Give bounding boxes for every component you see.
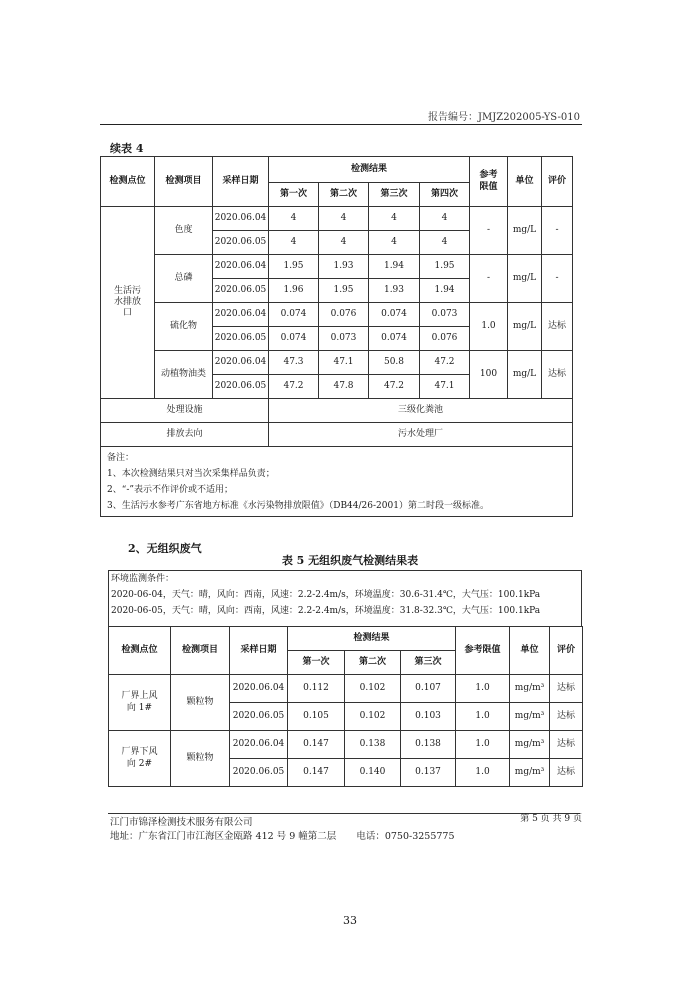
t4-header-point: 检测点位 — [101, 157, 155, 207]
t4-header-results: 检测结果 — [269, 157, 470, 183]
t4-discharge-label: 排放去向 — [101, 423, 269, 447]
page-number: 33 — [343, 914, 357, 927]
t4-date: 2020.06.05 — [213, 327, 269, 351]
t4-value: 4 — [269, 207, 319, 231]
t4-value: 1.96 — [269, 279, 319, 303]
footer-address: 地址：广东省江门市江海区金瓯路 412 号 9 幢第二层 — [110, 831, 337, 842]
t4-value: 47.3 — [269, 351, 319, 375]
t5-header-r3: 第三次 — [401, 651, 456, 675]
t5-item: 颗粒物 — [171, 731, 230, 787]
t4-value: 47.8 — [319, 375, 369, 399]
t5-value: 0.103 — [401, 703, 456, 731]
t4-value: 50.8 — [369, 351, 420, 375]
t4-value: 1.94 — [420, 279, 470, 303]
header-rule — [100, 124, 582, 125]
t4-eval: 达标 — [542, 351, 573, 399]
t4-discharge-value: 污水处理厂 — [269, 423, 573, 447]
t4-header-eval: 评价 — [542, 157, 573, 207]
t4-eval: - — [542, 207, 573, 255]
note-line: 3、生活污水参考广东省地方标准《水污染物排放限值》（DB44/26-2001）第二时段一级标准。 — [107, 500, 489, 511]
t5-value: 0.147 — [288, 731, 345, 759]
table5-title: 表 5 无组织废气检测结果表 — [281, 554, 419, 567]
footer-address-line — [110, 828, 455, 842]
t4-header-item: 检测项目 — [155, 157, 213, 207]
note-line: 1、本次检测结果只对当次采集样品负责； — [107, 468, 275, 479]
t4-header-ref: 参考限值 — [470, 157, 508, 207]
t4-eval: - — [542, 255, 573, 303]
t5-header-r2: 第二次 — [345, 651, 401, 675]
t4-value: 47.2 — [369, 375, 420, 399]
t5-header-unit: 单位 — [510, 627, 550, 675]
t5-eval: 达标 — [550, 759, 583, 787]
t4-date: 2020.06.04 — [213, 207, 269, 231]
t5-ref: 1.0 — [456, 703, 510, 731]
t5-header-item: 检测项目 — [171, 627, 230, 675]
t4-value: 1.95 — [269, 255, 319, 279]
table4-caption: 续表 4 — [110, 142, 144, 155]
footer-phone: 电话：0750-3255775 — [356, 831, 455, 842]
t4-value: 4 — [420, 231, 470, 255]
t4-value: 47.1 — [319, 351, 369, 375]
t5-header-ref: 参考限值 — [456, 627, 510, 675]
t5-value: 0.102 — [345, 675, 401, 703]
t4-value: 4 — [369, 207, 420, 231]
page-info: 第 5 页 共 9 页 — [520, 814, 582, 824]
t4-item: 色度 — [155, 207, 213, 255]
t5-header-r1: 第一次 — [288, 651, 345, 675]
t4-facility-label: 处理设施 — [101, 399, 269, 423]
t4-unit: mg/L — [508, 207, 542, 255]
t4-item: 动植物油类 — [155, 351, 213, 399]
t5-value: 0.102 — [345, 703, 401, 731]
t5-ref: 1.0 — [456, 731, 510, 759]
t4-unit: mg/L — [508, 255, 542, 303]
t5-unit: mg/m³ — [510, 731, 550, 759]
t5-value: 0.138 — [345, 731, 401, 759]
t5-ref: 1.0 — [456, 759, 510, 787]
t4-value: 4 — [369, 231, 420, 255]
t4-ref: 100 — [470, 351, 508, 399]
section2-title: 2、无组织废气 — [128, 542, 202, 555]
t4-header-unit: 单位 — [508, 157, 542, 207]
t5-value: 0.147 — [288, 759, 345, 787]
table5 — [108, 626, 583, 787]
env-line: 2020-06-04，天气：晴，风向：西南，风速：2.2-2.4m/s，环境温度：30.6-31.4℃，大气压：100.1kPa — [111, 590, 541, 600]
t4-ref: 1.0 — [470, 303, 508, 351]
footer-company: 江门市锦泽检测技术服务有限公司 — [110, 817, 253, 828]
t4-point: 生活污水排放口 — [101, 207, 155, 399]
t4-notes — [101, 447, 573, 517]
t4-header-r2: 第二次 — [319, 183, 369, 207]
table4 — [100, 156, 573, 517]
t4-value: 47.2 — [269, 375, 319, 399]
t5-eval: 达标 — [550, 703, 583, 731]
note-line: 备注： — [107, 452, 135, 463]
t4-ref: - — [470, 255, 508, 303]
t5-value: 0.137 — [401, 759, 456, 787]
t4-item: 总磷 — [155, 255, 213, 303]
t4-value: 1.95 — [319, 279, 369, 303]
t4-date: 2020.06.04 — [213, 303, 269, 327]
t4-item: 硫化物 — [155, 303, 213, 351]
t5-date: 2020.06.05 — [230, 759, 288, 787]
t4-value: 1.95 — [420, 255, 470, 279]
t5-header-date: 采样日期 — [230, 627, 288, 675]
t4-value: 1.93 — [319, 255, 369, 279]
t5-unit: mg/m³ — [510, 675, 550, 703]
t4-header-r4: 第四次 — [420, 183, 470, 207]
t4-value: 0.073 — [319, 327, 369, 351]
t5-header-results: 检测结果 — [288, 627, 456, 651]
t4-unit: mg/L — [508, 303, 542, 351]
t5-eval: 达标 — [550, 675, 583, 703]
note-line: 2、“-”表示不作评价或不适用； — [107, 484, 233, 495]
t4-value: 0.076 — [319, 303, 369, 327]
t4-value: 47.2 — [420, 351, 470, 375]
env-line: 2020-06-05，天气：晴，风向：西南，风速：2.2-2.4m/s，环境温度：31.8-32.3℃，大气压：100.1kPa — [111, 606, 541, 616]
t4-date: 2020.06.04 — [213, 351, 269, 375]
t4-eval: 达标 — [542, 303, 573, 351]
t4-unit: mg/L — [508, 351, 542, 399]
t4-date: 2020.06.05 — [213, 231, 269, 255]
t5-value: 0.107 — [401, 675, 456, 703]
t5-date: 2020.06.04 — [230, 675, 288, 703]
t4-value: 0.076 — [420, 327, 470, 351]
t4-value: 1.94 — [369, 255, 420, 279]
t5-value: 0.112 — [288, 675, 345, 703]
t4-header-r1: 第一次 — [269, 183, 319, 207]
t5-value: 0.105 — [288, 703, 345, 731]
t5-value: 0.138 — [401, 731, 456, 759]
t5-header-eval: 评价 — [550, 627, 583, 675]
t4-value: 4 — [420, 207, 470, 231]
t4-value: 0.074 — [369, 303, 420, 327]
t5-date: 2020.06.04 — [230, 731, 288, 759]
env-line: 环境监测条件： — [111, 574, 175, 584]
t4-date: 2020.06.05 — [213, 279, 269, 303]
t4-value: 0.074 — [269, 303, 319, 327]
t5-header-point: 检测点位 — [109, 627, 171, 675]
t4-value: 1.93 — [369, 279, 420, 303]
t4-header-r3: 第三次 — [369, 183, 420, 207]
env-conditions — [108, 570, 582, 627]
t4-value: 0.074 — [369, 327, 420, 351]
t4-facility-value: 三级化粪池 — [269, 399, 573, 423]
t5-ref: 1.0 — [456, 675, 510, 703]
t5-point: 厂界上风向 1# — [109, 675, 171, 731]
t4-value: 4 — [319, 231, 369, 255]
t4-date: 2020.06.04 — [213, 255, 269, 279]
t4-value: 47.1 — [420, 375, 470, 399]
t4-value: 0.074 — [269, 327, 319, 351]
t5-value: 0.140 — [345, 759, 401, 787]
t5-item: 颗粒物 — [171, 675, 230, 731]
t5-eval: 达标 — [550, 731, 583, 759]
t4-header-date: 采样日期 — [213, 157, 269, 207]
report-number: 报告编号：JMJZ202005-YS-010 — [428, 112, 580, 123]
t4-value: 4 — [269, 231, 319, 255]
t4-value: 4 — [319, 207, 369, 231]
t5-unit: mg/m³ — [510, 703, 550, 731]
t5-point: 厂界下风向 2# — [109, 731, 171, 787]
t4-ref: - — [470, 207, 508, 255]
t4-value: 0.073 — [420, 303, 470, 327]
t4-date: 2020.06.05 — [213, 375, 269, 399]
t5-unit: mg/m³ — [510, 759, 550, 787]
t5-date: 2020.06.05 — [230, 703, 288, 731]
